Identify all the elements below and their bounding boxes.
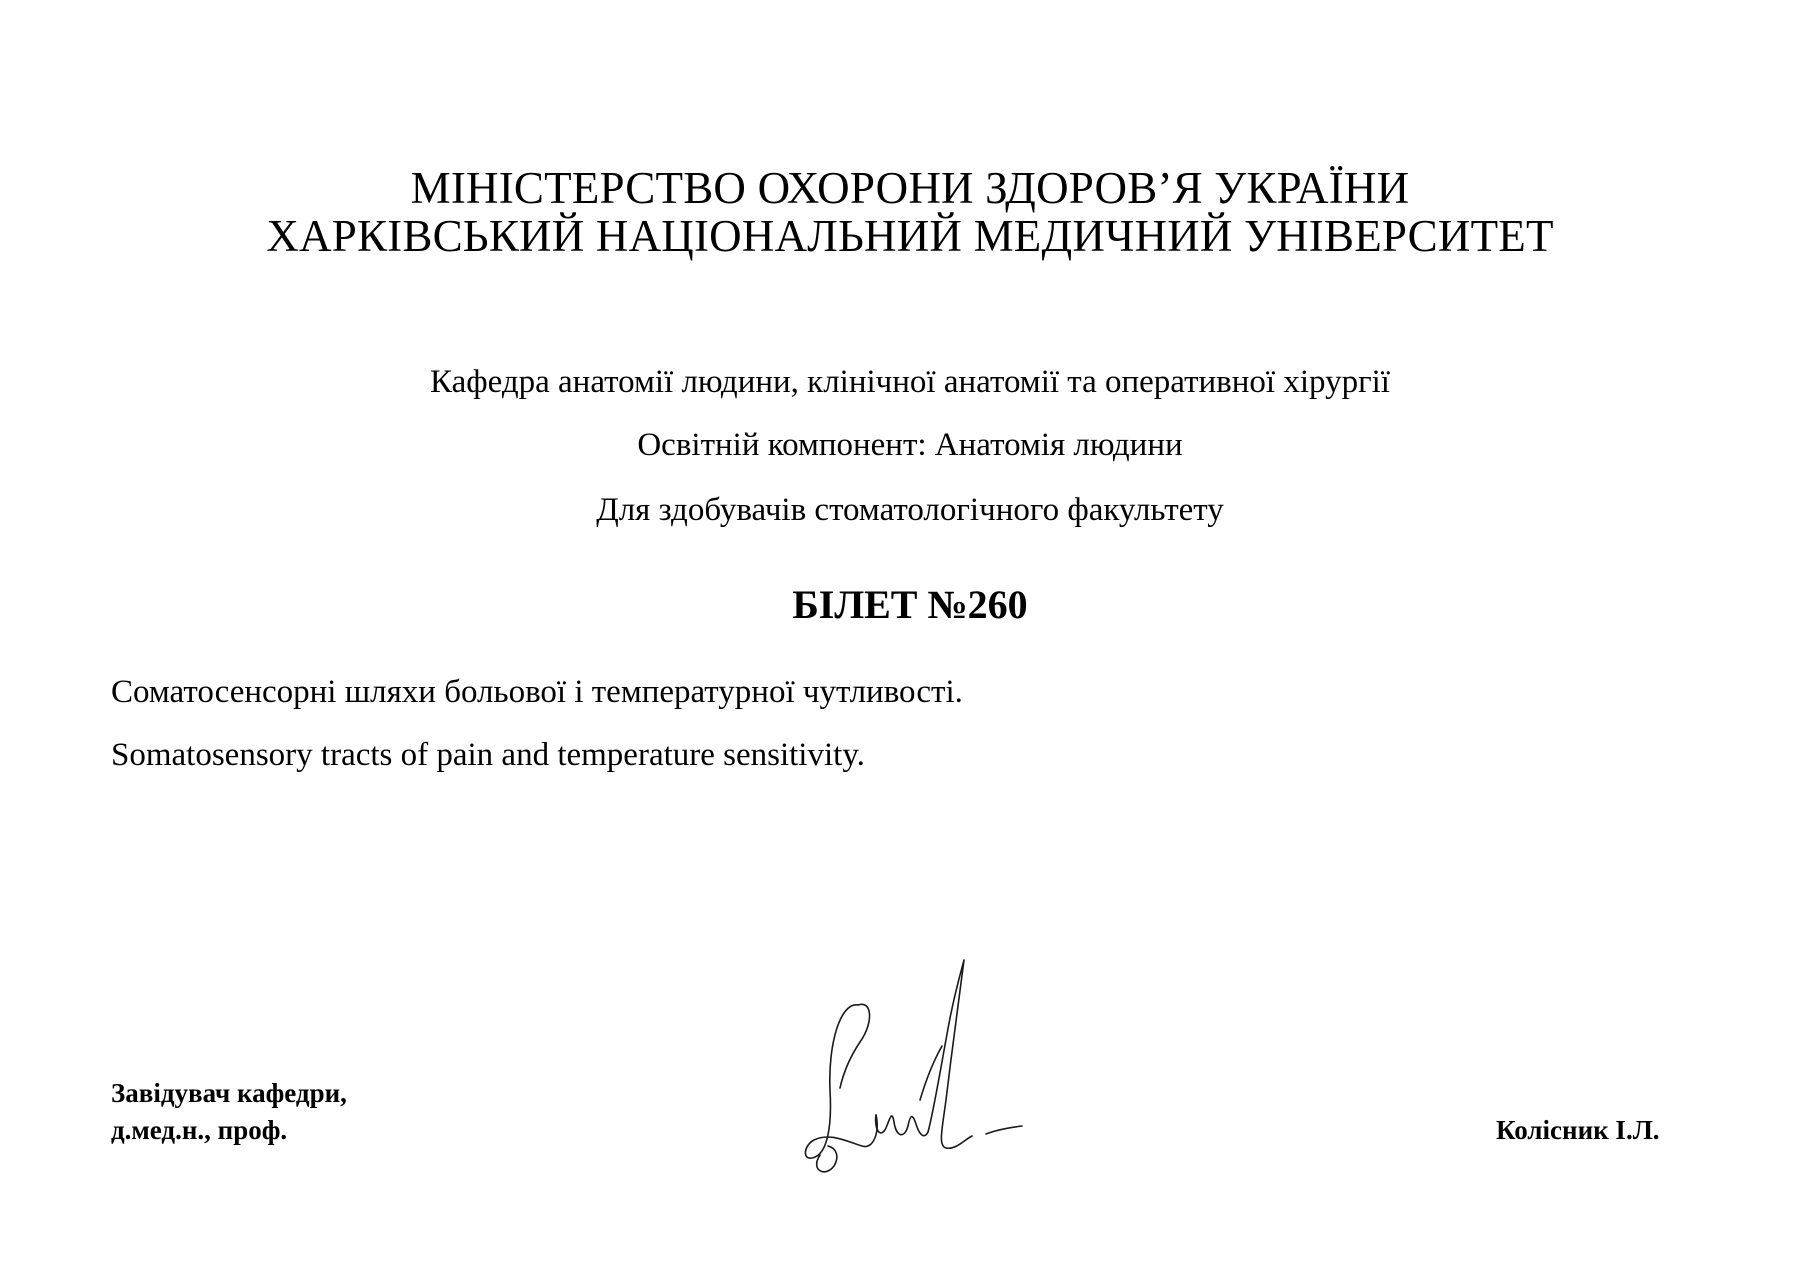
handwritten-signature — [800, 950, 1050, 1180]
university-heading: ХАРКІВСЬКИЙ НАЦІОНАЛЬНИЙ МЕДИЧНИЙ УНІВЕРСИТЕТ — [266, 211, 1554, 261]
head-degree: д.мед.н., проф. — [111, 1115, 288, 1145]
signature-stroke — [986, 1126, 1022, 1134]
signature-stroke — [817, 1146, 837, 1172]
head-name: Колісник І.Л. — [1496, 1115, 1660, 1145]
question-ukrainian: Соматосенсорні шляхи больової і температурної чутливості. — [111, 674, 963, 710]
signature-stroke — [928, 960, 972, 1148]
head-position-title: Завідувач кафедри, — [111, 1078, 347, 1108]
signature-stroke — [840, 1004, 870, 1088]
signature-stroke — [920, 1046, 942, 1100]
component-line: Освітній компонент: Анатомія людини — [637, 427, 1183, 463]
ticket-title: БІЛЕТ №260 — [792, 582, 1028, 627]
department-line: Кафедра анатомії людини, клінічної анатомії та оперативної хірургії — [430, 364, 1390, 400]
ministry-heading: МІНІСТЕРСТВО ОХОРОНИ ЗДОРОВ’Я УКРАЇНИ — [410, 163, 1410, 213]
students-line: Для здобувачів стоматологічного факультету — [596, 492, 1224, 528]
question-english: Somatosensory tracts of pain and temperature sensitivity. — [111, 737, 865, 773]
signature-stroke — [876, 1115, 928, 1136]
